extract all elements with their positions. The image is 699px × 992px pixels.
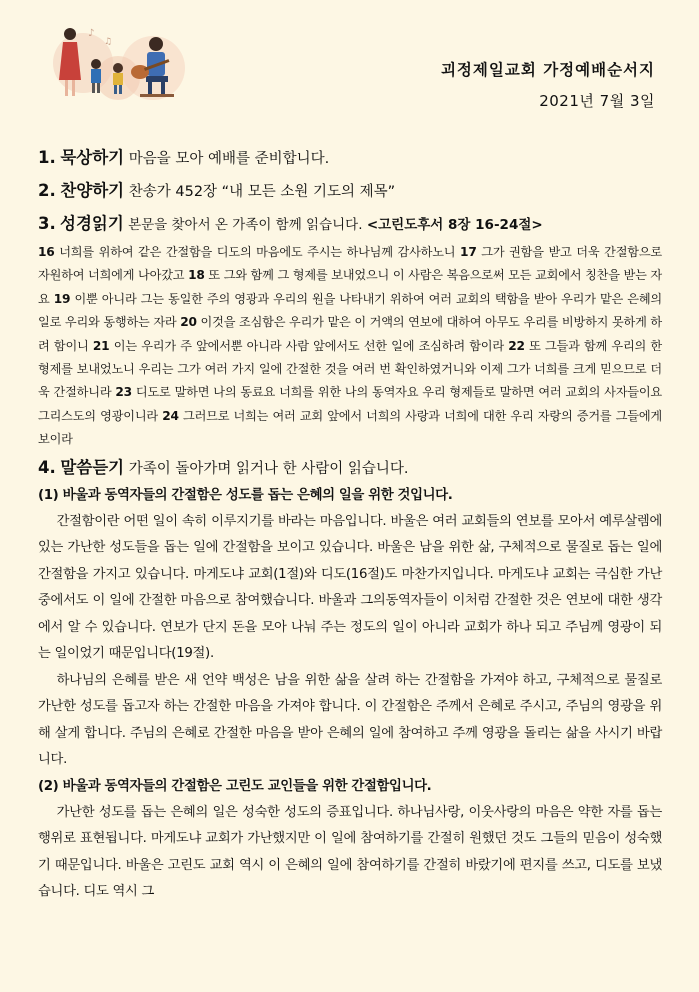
verse-number: 21 [92,338,110,353]
verse-number: 18 [188,268,205,283]
verse-text: 그가 권함을 받고 더욱 간절함으로 자원하여 너희에게 나아갔고 [38,245,662,283]
section-text: 찬송가 452장 “내 모든 소원 기도의 제목” [124,184,396,200]
section-text: 가족이 돌아가며 읽거나 한 사람이 읽습니다. [124,460,409,477]
verse-number: 17 [460,245,477,259]
verse-text: 또 그들과 함께 우리의 한 형제를 보내었노니 우리는 그가 여러 가지 일에 간절한 것을 여러 번 확인하였거니와 이제 그가 너희를 크게 믿으므로 더욱 간절하니라 [38,338,662,400]
verse-text: 이뿐 아니라 그는 동일한 주의 영광과 우리의 원을 나타내기 위하여 여러 교회의 택함을 받아 우리가 맡은 은혜의 일로 우리와 동행하는 자라 [38,291,663,330]
sermon-paragraph: 하나님의 은혜를 받은 새 언약 백성은 남을 위한 삶을 살려 하는 간절함을 가져야 하고, 구체적으로 물질로 가난한 성도를 돕고자 하는 간절한 마음을 가져야 합니다. 이 간절함은 주께서 은혜로 주시고, 주님의 영광을 위해 살게 합니다. 주님의 은혜로 간절한 마음을 받아 은혜의 일에 참여하고 주께 영광을 돌리는 삶을 사시기 바랍니다. [38,672,662,768]
section-heading: 묵상하기 [60,148,125,167]
section-praise [38,175,662,208]
sermon-paragraph: 가난한 성도를 돕는 은혜의 일은 성숙한 성도의 증표입니다. 하나님사랑, 이웃사랑의 마음은 약한 자를 돕는 행위로 표현됩니다. 마게도냐 교회가 가난했지만 이 일에 참여하기를 간절히 원했던 것도 그들의 믿음이 성숙했기 때문입니다. 바울은 고린도 교회 역시 이 은혜의 일에 참여하기를 간절히 바랐기에 편지를 쓰고, 디도를 보냈습니다. 디도 역시 그 [38,804,662,900]
worship-date: 2021년 7월 3일 [539,92,655,110]
section-heading: 찬양하기 [60,181,125,200]
section-text: 본문을 찾아서 온 가족이 함께 읽습니다. [123,217,367,233]
worship-content [38,142,662,906]
verse-number: 22 [508,338,525,353]
svg-text:♪: ♪ [88,28,95,39]
verse-text: 디도로 말하면 나의 동료요 너희를 위한 나의 동역자요 우리 형제들로 말하면 여러 교회의 사자들이요 그리스도의 영광이니라 [38,385,662,423]
svg-text:♫: ♫ [104,37,113,47]
section-scripture-reading [38,208,662,241]
section-number: 1. [38,148,56,167]
verse-text: 그러므로 너희는 여러 교회 앞에서 너희의 사랑과 너희에 대한 우리 자랑의 증거를 그들에게 보이라 [38,408,662,447]
section-number: 4. [38,457,56,477]
section-heading: 성경읽기 [60,214,124,233]
section-number: 3. [38,214,56,233]
verse-number: 20 [180,315,197,330]
scripture-text [38,241,662,452]
page-title: 괴정제일교회 가정예배순서지 [440,61,655,79]
verse-number: 19 [53,291,71,306]
verse-text: 이것을 조심함은 우리가 맡은 이 거액의 연보에 대하여 아무도 우리를 비방하지 못하게 하려 함이니 [38,315,662,353]
section-text: 마음을 모아 예배를 준비합니다. [124,151,330,167]
sermon-paragraph: 간절함이란 어떤 일이 속히 이루지기를 바라는 마음입니다. 바울은 여러 교회들의 연보를 모아서 예루살렘에 있는 가난한 성도들을 돕는 일에 간절함을 보이고 있습니다. 바울은 남을 위한 삶, 구체적으로 물질로 돕는 일에 간절함을 가지고 있습니다. 마게도냐 교회(1절)와 디도(16절)도 마찬가지입니다. 마게도냐 교회는 극심한 가난 중에서도 이 일에 간절한 마음으로 참여했습니다. 바울과 그의동역자들이 이처럼 간절한 것은 연보에 대한 생각에서 알 수 있습니다. 연보가 단지 돈을 모아 나눠 주는 정도의 일이 아니라 교회가 하나 되고 주님께 영광이 되는 일이었기 때문입니다(19절). [38,513,662,662]
family-worship-illustration [48,18,198,108]
section-sermon [38,454,662,483]
sermon-point-title: (1) 바울과 동역자들의 간절함은 성도를 돕는 은혜의 일을 위한 것입니다. [38,487,453,503]
verse-text: 이는 우리가 주 앞에서뿐 아니라 사람 앞에서도 선한 일에 조심하려 함이라 [109,338,509,353]
verse-text: 너희를 위하여 같은 간절함을 디도의 마음에도 주시는 하나님께 감사하노니 [54,245,461,259]
section-number: 2. [38,181,56,200]
verse-number: 24 [162,408,179,423]
verse-text: 또 그와 함께 그 형제를 보내었으니 이 사람은 복음으로써 모든 교회에서 칭찬을 받는 자요 [38,268,663,306]
section-meditation [38,142,662,175]
scripture-reference: <고린도후서 8장 16-24절> [366,217,543,233]
verse-number: 16 [38,245,55,259]
section-heading: 말씀듣기 [60,457,125,477]
sermon-point-title: (2) 바울과 동역자들의 간절함은 고린도 교인들을 위한 간절함입니다. [38,778,432,794]
verse-number: 23 [115,385,132,400]
